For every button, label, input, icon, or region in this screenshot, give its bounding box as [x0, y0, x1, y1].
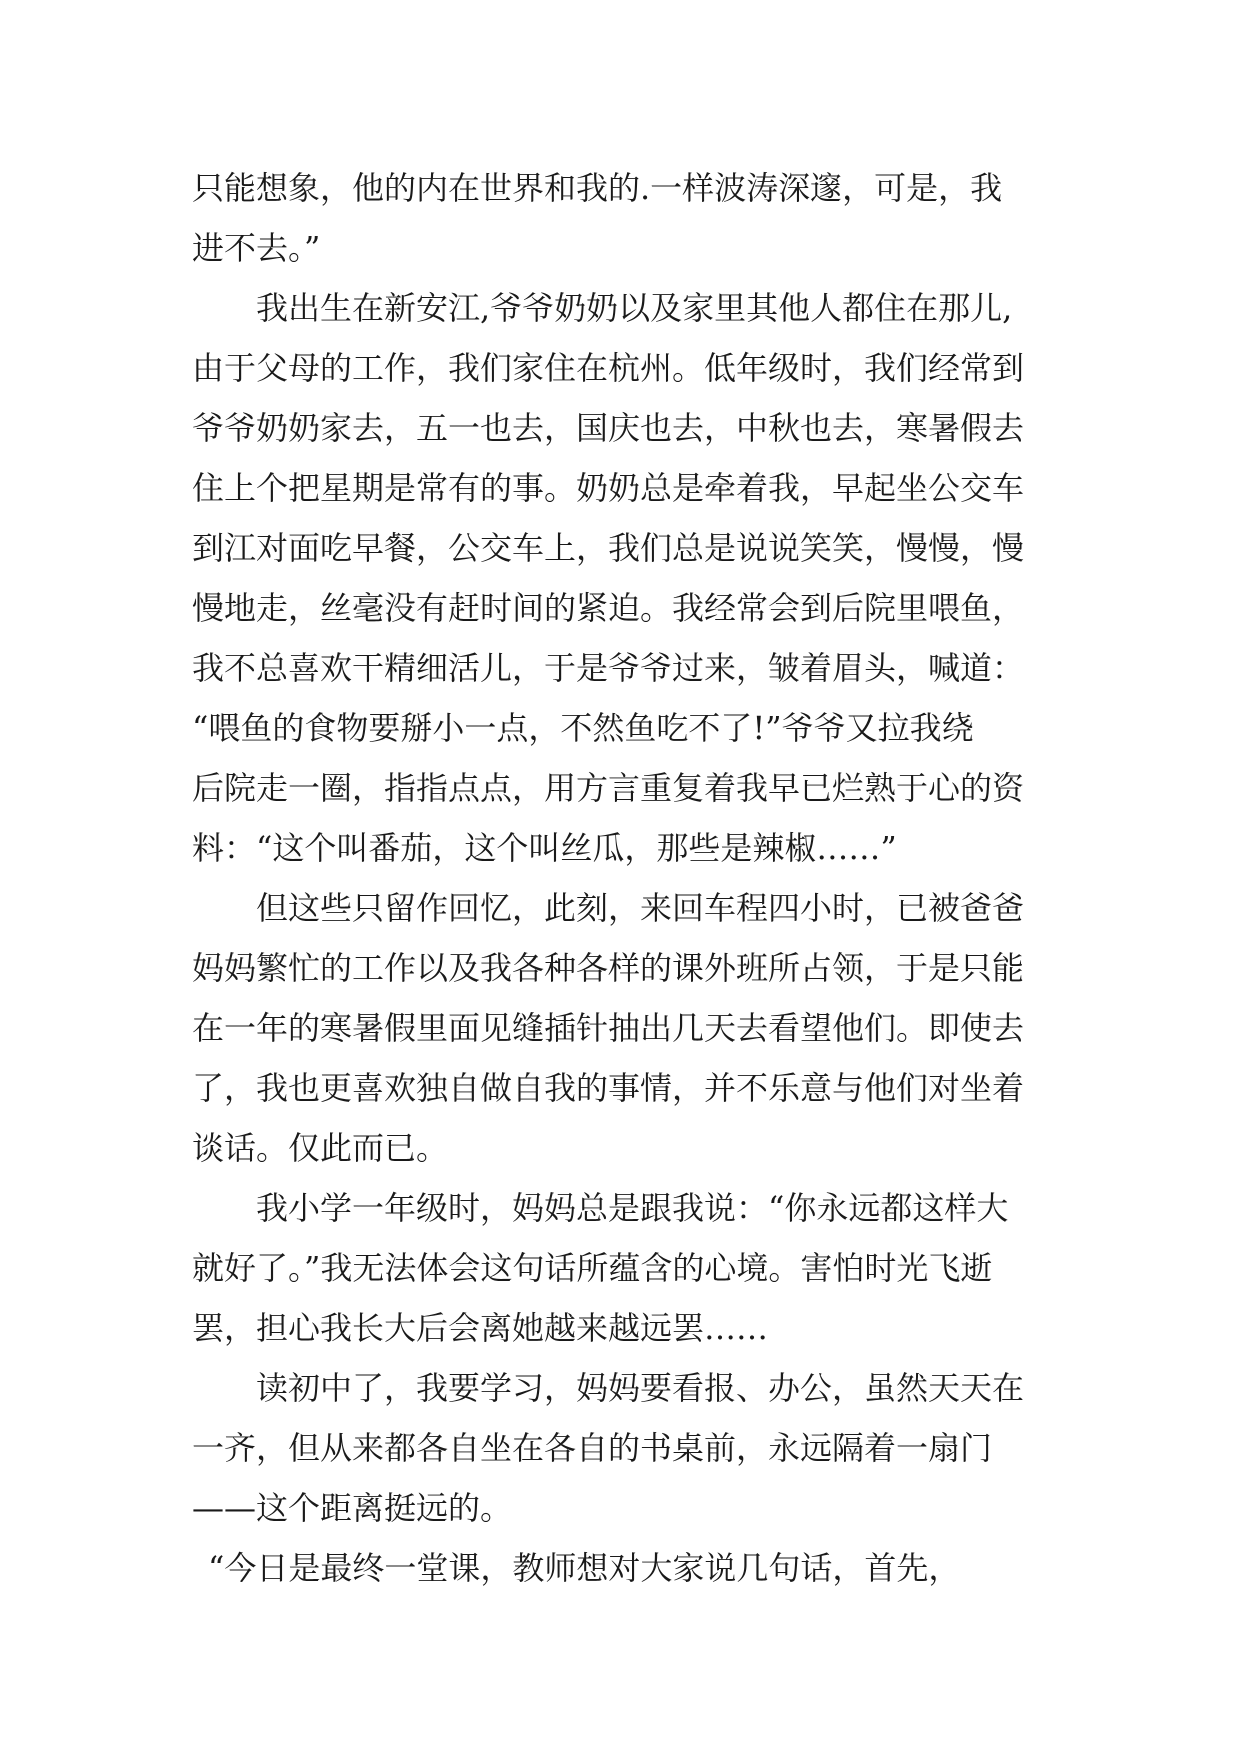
text-line: “喂鱼的食物要掰小一点，不然鱼吃不了!”爷爷又拉我绕	[192, 709, 974, 747]
text-line: 进不去。”	[192, 229, 321, 267]
text-line: 妈妈繁忙的工作以及我各种各样的课外班所占领，于是只能	[192, 949, 1025, 987]
text-line: 在一年的寒暑假里面见缝插针抽出几天去看望他们。即使去	[192, 1009, 1025, 1047]
text-line: 爷爷奶奶家去，五一也去，国庆也去，中秋也去，寒暑假去	[192, 409, 1025, 447]
text-line: 罢，担心我长大后会离她越来越远罢……	[192, 1309, 769, 1347]
text-line: 谈话。仅此而已。	[192, 1129, 449, 1167]
paragraph-start-line: 我小学一年级时，妈妈总是跟我说：“你永远都这样大	[256, 1189, 1009, 1227]
text-line: 一齐，但从来都各自坐在各自的书桌前，永远隔着一扇门	[192, 1429, 993, 1467]
text-line: 料：“这个叫番茄，这个叫丝瓜，那些是辣椒……”	[192, 829, 897, 867]
paragraph-start-line: 但这些只留作回忆，此刻，来回车程四小时，已被爸爸	[256, 889, 1025, 927]
text-line: 我不总喜欢干精细活儿，于是爷爷过来，皱着眉头，喊道：	[192, 649, 1025, 687]
text-line: ——这个距离挺远的。	[192, 1489, 513, 1527]
paragraph-start-line: 我出生在新安江,爷爷奶奶以及家里其他人都住在那儿,	[256, 289, 1013, 327]
text-line: 就好了。”我无法体会这句话所蕴含的心境。害怕时光飞逝	[192, 1249, 993, 1287]
text-line: 只能想象，他的内在世界和我的.一样波涛深邃，可是，我	[192, 169, 1003, 207]
body-text	[192, 158, 1092, 1598]
paragraph-start-line: 读初中了，我要学习，妈妈要看报、办公，虽然天天在	[256, 1369, 1025, 1407]
text-line: 了，我也更喜欢独自做自我的事情，并不乐意与他们对坐着	[192, 1069, 1025, 1107]
text-line: 住上个把星期是常有的事。奶奶总是牵着我，早起坐公交车	[192, 469, 1025, 507]
text-line: 由于父母的工作，我们家住在杭州。低年级时，我们经常到	[192, 349, 1025, 387]
paragraph-start-line: “今日是最终一堂课，教师想对大家说几句话，首先，	[208, 1549, 961, 1587]
text-line: 慢地走，丝毫没有赶时间的紧迫。我经常会到后院里喂鱼，	[192, 589, 1025, 627]
text-line: 到江对面吃早餐，公交车上，我们总是说说笑笑，慢慢，慢	[192, 529, 1025, 567]
text-line: 后院走一圈，指指点点，用方言重复着我早已烂熟于心的资	[192, 769, 1025, 807]
